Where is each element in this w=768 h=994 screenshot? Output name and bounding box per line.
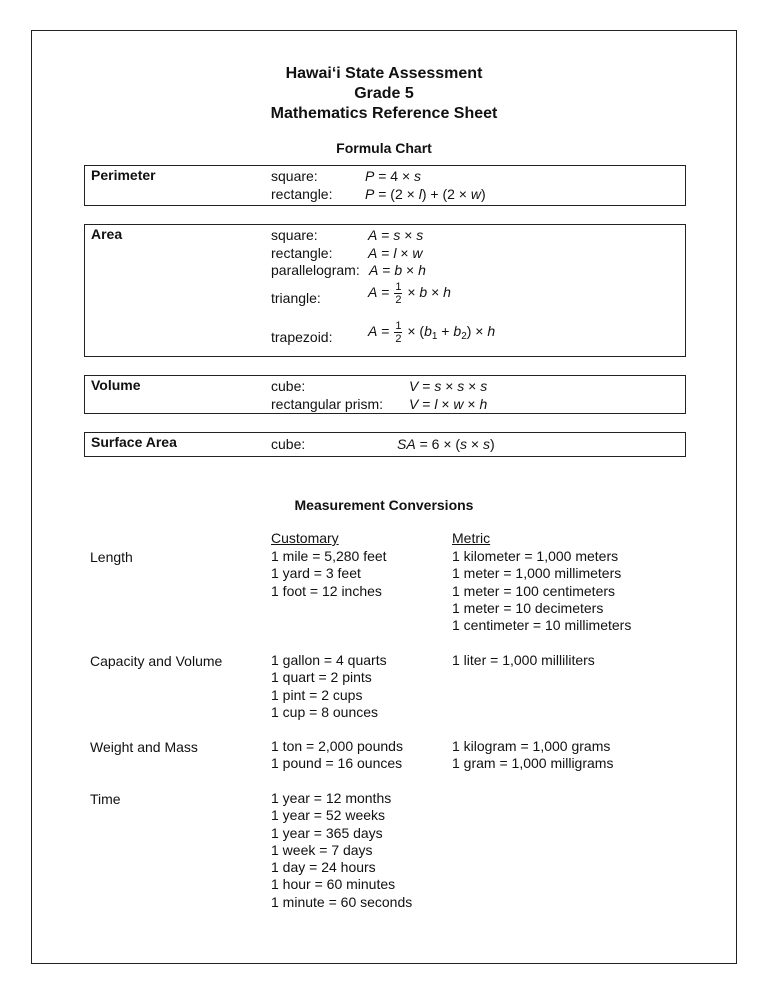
title-reference-sheet: Mathematics Reference Sheet	[270, 105, 498, 122]
perimeter-title: Perimeter	[91, 167, 156, 183]
title-state-assessment: Hawai‘i State Assessment	[285, 65, 483, 82]
length-metric-list	[452, 548, 631, 634]
capacity-label: Capacity and Volume	[90, 653, 223, 669]
area-title: Area	[91, 226, 123, 242]
area-trapezoid-formula: A = $\frac{1}{2}$ × $(b_1 + b_2) \times h$	[368, 320, 496, 345]
volume-cube-label: cube:	[271, 378, 306, 394]
surface-area-cube-label: cube:	[271, 436, 306, 452]
list-item: 1 gallon = 4 quarts	[271, 652, 387, 668]
area-parallelogram-formula: A = b × h	[369, 262, 426, 278]
perimeter-rectangle-label: rectangle:	[271, 186, 333, 202]
conversions-heading: Measurement Conversions	[294, 497, 474, 513]
area-square-label: square:	[271, 227, 318, 243]
list-item: 1 liter = 1,000 milliliters	[452, 652, 595, 668]
area-rectangle-label: rectangle:	[271, 245, 333, 261]
list-item: 1 foot = 12 inches	[271, 582, 382, 599]
list-item: 1 day = 24 hours	[271, 859, 376, 876]
capacity-metric-list	[452, 652, 595, 669]
volume-prism-label: rectangular prism:	[271, 396, 384, 412]
area-rectangle-formula: A = l × w	[368, 245, 423, 261]
surface-area-cube-formula: SA = 6 × (s × s)	[397, 436, 495, 452]
area-parallelogram-label: parallelogram:	[271, 262, 360, 278]
area-triangle-label: triangle:	[271, 290, 321, 306]
list-item: 1 meter = 10 decimeters	[452, 599, 604, 616]
perimeter-square-formula: P = 4 × s	[365, 168, 422, 184]
list-item: 1 kilometer = 1,000 meters	[452, 548, 619, 564]
surface-area-box	[84, 432, 686, 457]
weight-metric-list	[452, 738, 613, 773]
perimeter-square-label: square:	[271, 168, 318, 184]
capacity-customary-list	[271, 652, 387, 721]
list-item: 1 quart = 2 pints	[271, 669, 372, 686]
title-grade: Grade 5	[354, 85, 414, 102]
list-item: 1 cup = 8 ounces	[271, 703, 379, 720]
customary-heading: Customary	[271, 530, 339, 546]
length-customary-list	[271, 548, 387, 600]
volume-box	[84, 375, 686, 414]
list-item: 1 pint = 2 cups	[271, 686, 363, 703]
volume-cube-formula: V = s × s × s	[409, 378, 488, 394]
area-trapezoid-label: trapezoid:	[271, 329, 333, 345]
list-item: 1 meter = 100 centimeters	[452, 582, 616, 599]
volume-title: Volume	[91, 377, 141, 393]
time-label: Time	[90, 791, 121, 807]
list-item: 1 minute = 60 seconds	[271, 893, 413, 910]
list-item: 1 ton = 2,000 pounds	[271, 738, 403, 754]
surface-area-title: Surface Area	[91, 434, 177, 450]
time-customary-list	[271, 790, 412, 911]
formula-chart-heading: Formula Chart	[336, 140, 432, 156]
weight-customary-list	[271, 738, 403, 773]
list-item: 1 year = 12 months	[271, 790, 392, 806]
length-label: Length	[90, 549, 133, 565]
perimeter-box	[84, 165, 686, 206]
area-square-formula: A = s × s	[368, 227, 424, 243]
volume-prism-formula: V = l × w × h	[409, 396, 488, 412]
area-box	[84, 224, 686, 357]
list-item: 1 gram = 1,000 milligrams	[452, 755, 614, 772]
weight-label: Weight and Mass	[90, 739, 198, 755]
list-item: 1 kilogram = 1,000 grams	[452, 738, 611, 754]
list-item: 1 year = 52 weeks	[271, 807, 386, 824]
list-item: 1 year = 365 days	[271, 824, 383, 841]
list-item: 1 hour = 60 minutes	[271, 876, 396, 893]
area-triangle-formula: A = $\frac{1}{2}$ × b × h	[368, 281, 451, 306]
perimeter-rectangle-formula: P = (2 × l) + (2 × w)	[365, 186, 486, 202]
list-item: 1 yard = 3 feet	[271, 565, 361, 582]
list-item: 1 pound = 16 ounces	[271, 755, 403, 772]
metric-heading: Metric	[452, 530, 491, 546]
list-item: 1 centimeter = 10 millimeters	[452, 617, 632, 634]
list-item: 1 mile = 5,280 feet	[271, 548, 387, 564]
list-item: 1 week = 7 days	[271, 841, 373, 858]
list-item: 1 meter = 1,000 millimeters	[452, 565, 622, 582]
